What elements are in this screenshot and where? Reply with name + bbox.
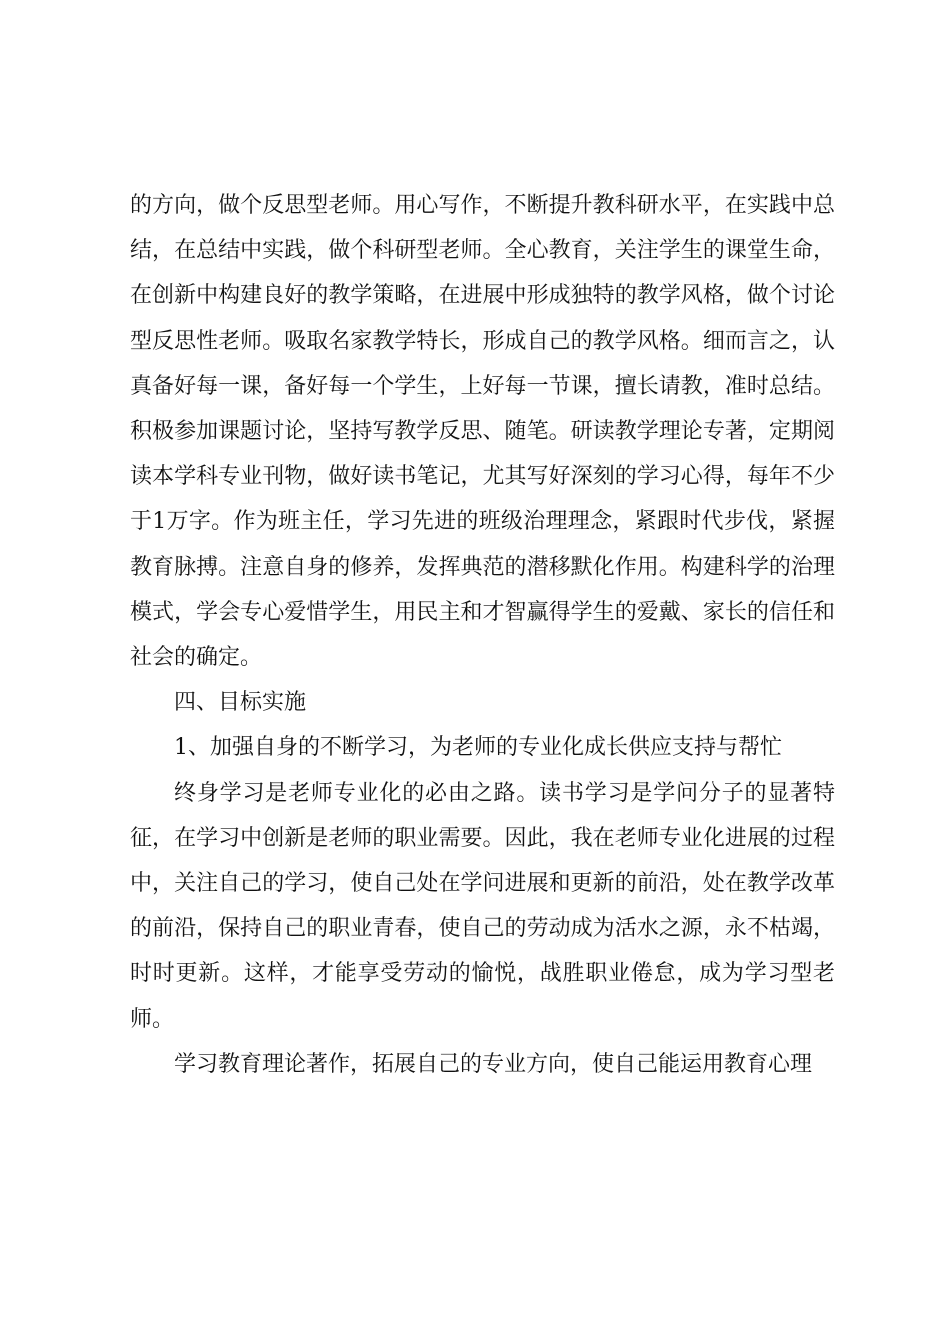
paragraph-lifelong-learning: 终身学习是老师专业化的必由之路。读书学习是学问分子的显著特征，在学习中创新是老师的职业需要。因此，我在老师专业化进展的过程中，关注自己的学习，使自己处在学问进展和更新的前沿，处在教学改革的前沿，保持自己的职业青春，使自己的劳动成为活水之源，永不枯竭，时时更新。这样，才能享受劳动的愉悦，战胜职业倦怠，成为学习型老师。 [130, 780, 835, 1032]
paragraph-theory-study: 学习教育理论著作，拓展自己的专业方向，使自己能运用教育心理 [174, 1051, 813, 1077]
document-body [130, 183, 835, 1087]
subsection-heading: 1、加强自身的不断学习，为老师的专业化成长供应支持与帮忙 [174, 735, 782, 761]
section-heading: 四、目标实施 [174, 690, 307, 716]
paragraph-continuation: 的方向，做个反思型老师。用心写作，不断提升教科研水平，在实践中总结，在总结中实践，做个科研型老师。全心教育，关注学生的课堂生命，在创新中构建良好的教学策略，在进展中形成独特的教学风格，做个讨论型反思性老师。吸取名家教学特长，形成自己的教学风格。细而言之，认真备好每一课，备好每一个学生，上好每一节课，擅长请教，准时总结。积极参加课题讨论，坚持写教学反思、随笔。研读教学理论专著，定期阅读本学科专业刊物，做好读书笔记，尤其写好深刻的学习心得，每年不少于1万字。作为班主任，学习先进的班级治理理念，紧跟时代步伐，紧握教育脉搏。注意自身的修养，发挥典范的潜移默化作用。构建科学的治理模式，学会专心爱惜学生，用民主和才智赢得学生的爱戴、家长的信任和社会的确定。 [130, 193, 835, 671]
